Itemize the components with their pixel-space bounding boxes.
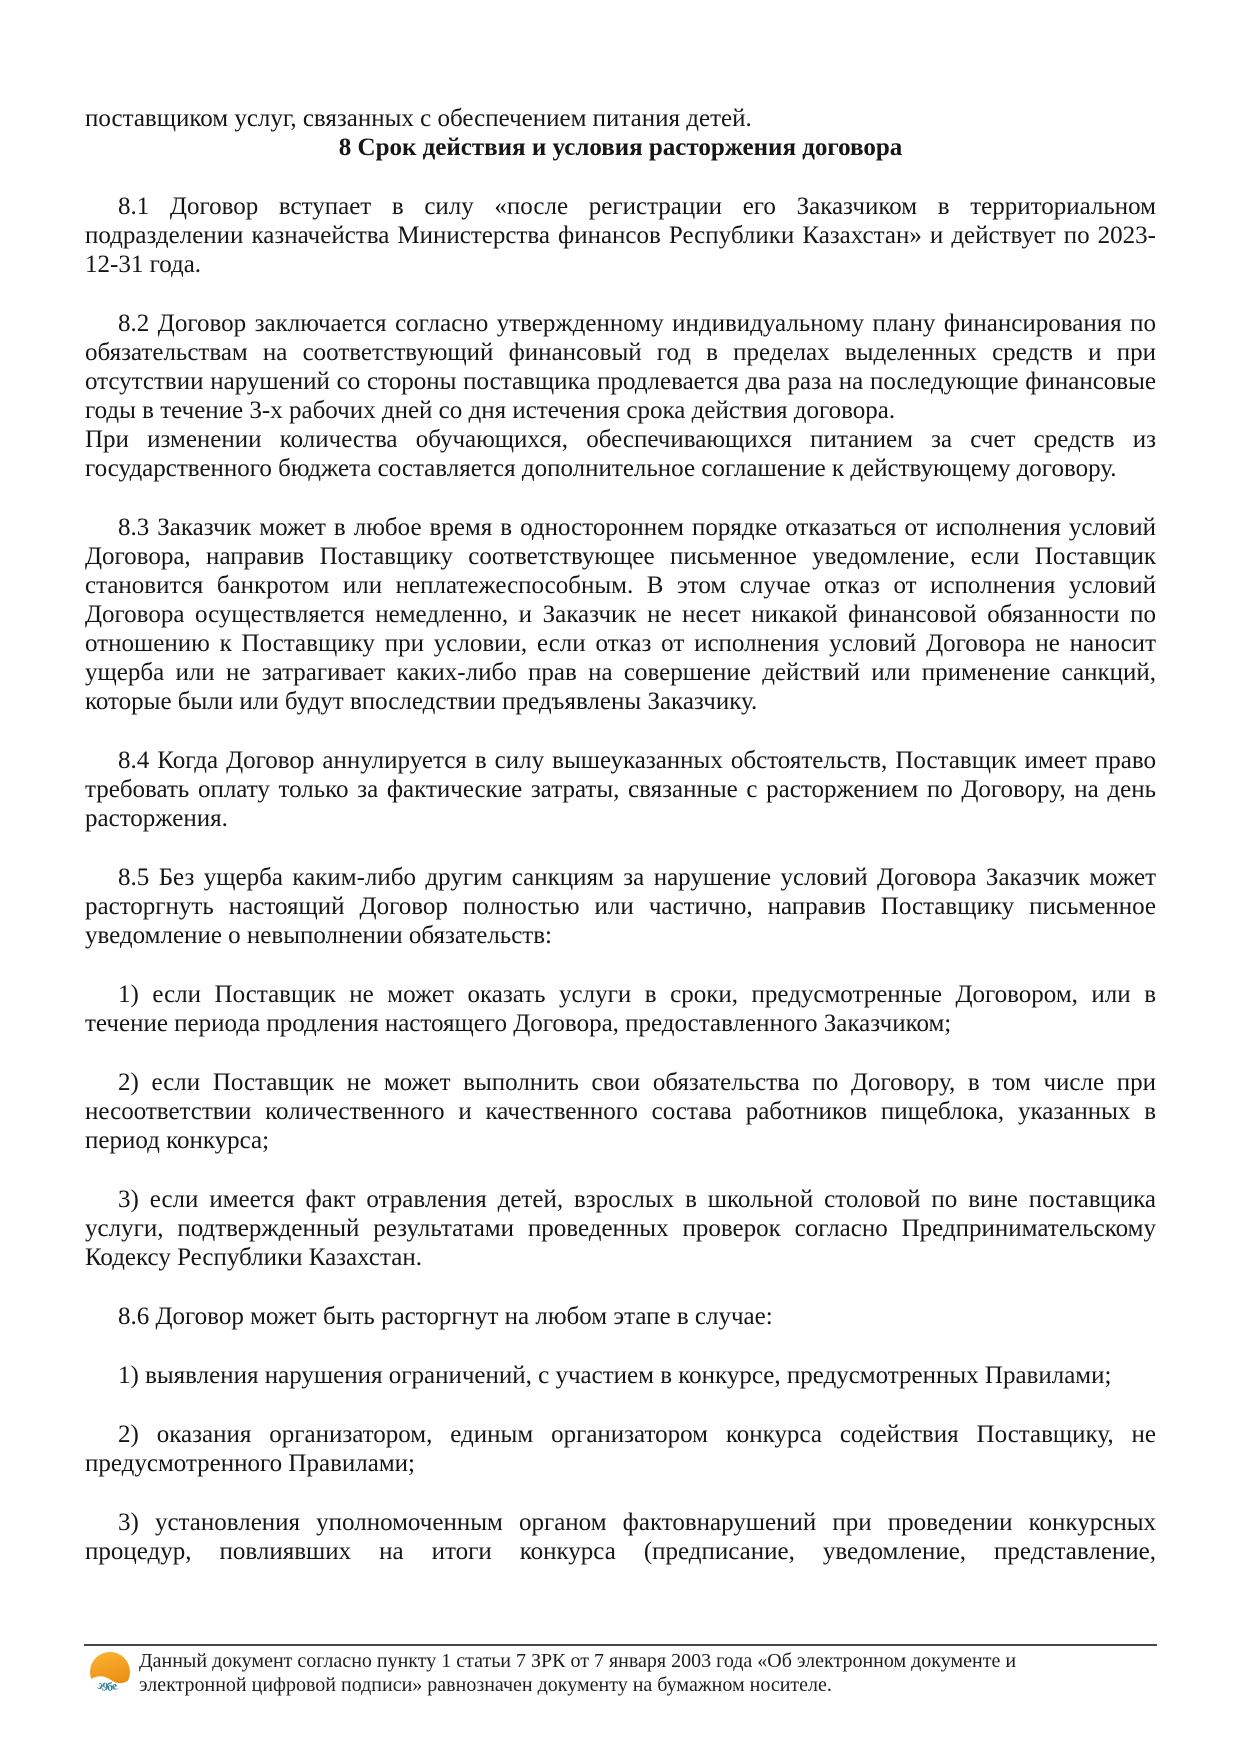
item-8-5-1: 1) если Поставщик не может оказать услуги в сроки, предусмотренные Договором, или в течение периода продления настоящего Договора, предоставленного Заказчиком; [85,981,1156,1037]
paragraph-8-2: 8.2 Договор заключается согласно утвержденному индивидуальному плану финансирования по обязательствам на соответствующий финансовый год в пределах выделенных средств и при отсутствии нарушений со стороны поставщика продлевается два раза на последующие финансовые годы в течение 3-х рабочих дней со дня истечения срока действия договора. [85,310,1156,424]
footer-signature-note [85,1650,1181,1703]
footer-divider [84,1644,1157,1646]
section-heading: 8 Срок действия и условия расторжения договора [338,134,903,161]
item-8-5-2: 2) если Поставщик не может выполнить свои обязательства по Договору, в том числе при несоответствии количественного и качественного состава работников пищеблока, указанных в период конкурса; [85,1069,1156,1154]
egov-stamp-icon [85,1651,137,1703]
item-8-6-1: 1) выявления нарушения ограничений, с участием в конкурсе, предусмотренных Правилами; [118,1362,1112,1389]
paragraph-8-5: 8.5 Без ущерба каким-либо другим санкциям за нарушение условий Договора Заказчик может расторгнуть настоящий Договор полностью или частично, направив Поставщику письменное уведомление о невыполнении обязательств: [85,864,1156,949]
item-8-6-3: 3) установления уполномоченным органом фактовнарушений при проведении конкурсных процедур, повлиявших на итоги конкурса (предписание, уведомление, представление, [85,1509,1156,1565]
paragraph-8-4: 8.4 Когда Договор аннулируется в силу вышеуказанных обстоятельств, Поставщик имеет право требовать оплату только за фактические затраты, связанные с расторжением по Договору, на день расторжения. [85,747,1156,832]
footer-note-line1: Данный документ согласно пункту 1 статьи 7 ЗРК от 7 января 2003 года «Об электронном документе и [139,1650,1017,1672]
paragraph-8-1: 8.1 Договор вступает в силу «после регистрации его Заказчиком в территориальном подразделении казначейства Министерства финансов Республики Казахстан» и действует по 2023-12-31 года. [85,193,1156,278]
paragraph-8-3: 8.3 Заказчик может в любое время в одностороннем порядке отказаться от исполнения условий Договора, направив Поставщику соответствующее письменное уведомление, если Поставщик становится банкротом или неплатежеспособным. В этом случае отказ от исполнения условий Договора осуществляется немедленно, и Заказчик не несет никакой финансовой обязанности по отношению к Поставщику при условии, если отказ от исполнения условий Договора не наносит ущерба или не затрагивает каких-либо прав на совершение действий или применение санкций, которые были или будут впоследствии предъявлены Заказчику. [85,514,1156,715]
svg-text:э9бе: э9бе [95,1677,120,1694]
footer-note-line2: электронной цифровой подписи» равнозначен документу на бумажном носителе. [139,1673,832,1696]
item-8-5-3: 3) если имеется факт отравления детей, взрослых в школьной столовой по вине поставщика услуги, подтвержденный результатами проведенных проверок согласно Предпринимательскому Кодексу Республики Казахстан. [85,1186,1156,1271]
document-body [85,104,1156,1566]
paragraph-8-6: 8.6 Договор может быть расторгнут на любом этапе в случае: [118,1303,773,1330]
item-8-6-2: 2) оказания организатором, единым организатором конкурса содействия Поставщику, не предусмотренного Правилами; [85,1421,1156,1477]
paragraph-8-2-continuation: При изменении количества обучающихся, обеспечивающихся питанием за счет средств из государственного бюджета составляется дополнительное соглашение к действующему договору. [85,426,1156,482]
intro-line: поставщиком услуг, связанных с обеспечением питания детей. [85,105,752,132]
footer-note-text [139,1650,1016,1697]
